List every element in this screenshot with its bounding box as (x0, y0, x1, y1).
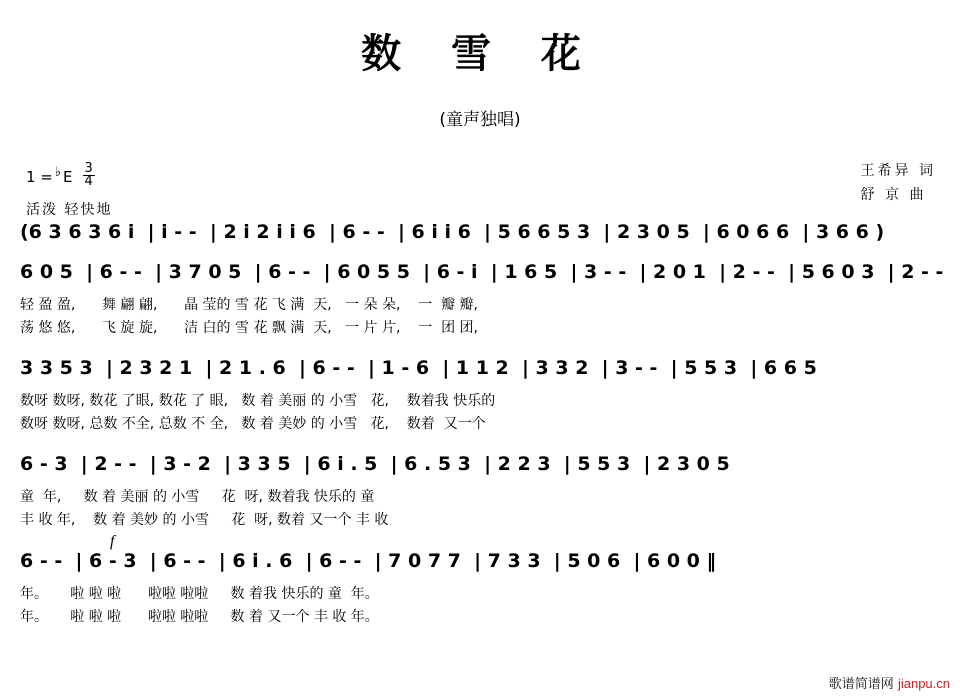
lyric-line-2: 荡 悠 悠, 飞 旋 旋, 洁 白的 雪 花 飘 满 天, 一 片 片, 一 团 团, (20, 320, 479, 337)
tempo-marking: 活泼 轻快地 (26, 201, 113, 218)
site-credit-url: jianpu.cn (897, 676, 950, 691)
music-system (0, 354, 960, 436)
key-letter: E (63, 167, 73, 186)
key-signature (26, 161, 112, 190)
lyrics-block (20, 390, 946, 436)
notation-line: (6 3 6 3 6 i | i - - | 2 i 2 i i 6 | 6 - - | 6 i i 6 | 5 6 6 5 3 | 2 3 0 5 | 6 0 6 6 | 3 6 6 ) (20, 221, 885, 243)
notation-line: 6 - 3 | 2 - - | 3 - 2 | 3 3 5 | 6 i . 5 | 6 . 5 3 | 2 2 3 | 5 5 3 | 2 3 0 5 (20, 453, 730, 476)
lyric-line-1: 童 年, 数 着 美丽 的 小雪 花 呀, 数着我 快乐的 童 (20, 489, 375, 506)
lyricist-credit: 王希异 词 (860, 163, 936, 179)
time-denominator: 4 (84, 174, 93, 190)
notation-line: 6 0 5 | 6 - - | 3 7 0 5 | 6 - - | 6 0 5 5 | 6 - i | 1 6 5 | 3 - - | 2 0 1 | 2 - - | 5 6 0 3 | 2 - - (20, 261, 944, 283)
lyrics-block (20, 486, 946, 532)
notation-line: 6 - - | 6 - 3 | 6 - - | 6 i . 6 | 6 - - | 7 0 7 7 | 7 3 3 | 5 0 6 | 6 0 0 ‖ (20, 549, 717, 572)
flat-icon: ♭ (54, 165, 62, 181)
music-system (0, 218, 960, 252)
lyric-line-2: 丰 收 年, 数 着 美妙 的 小雪 花 呀, 数着 又一个 丰 收 (20, 512, 389, 529)
music-system (0, 258, 960, 340)
notation-line: 3 3 5 3 | 2 3 2 1 | 2 1 . 6 | 6 - - | 1 - 6 | 1 1 2 | 3 3 2 | 3 - - | 5 5 3 | 6 6 5 (20, 357, 817, 380)
lyric-line-2: 年。 啦 啦 啦 啦啦 啦啦 数 着 又一个 丰 收 年。 (20, 608, 379, 625)
lyric-line-2: 数呀 数呀, 总数 不全, 总数 不 全, 数 着 美妙 的 小雪 花, 数着 又一个 (20, 416, 486, 433)
composer-credit: 舒 京 曲 (860, 186, 927, 203)
page-title: 数 雪 花 (361, 31, 599, 77)
lyric-line-1: 轻 盈 盈, 舞 翩 翩, 晶 莹的 雪 花 飞 满 天, 一 朵 朵, 一 瓣 瓣, (20, 297, 479, 313)
score-metadata-left (26, 161, 113, 221)
sheet-music-page (0, 22, 960, 700)
score-metadata-right (861, 160, 936, 208)
music-system (0, 532, 960, 629)
site-credit-text: 歌谱简谱网 (828, 677, 894, 692)
lyric-line-1: 年。 啦 啦 啦 啦啦 啦啦 数 着我 快乐的 童 年。 (20, 585, 379, 602)
page-subtitle: (童声独唱) (439, 110, 521, 130)
lyric-line-1: 数呀 数呀, 数花 了眼, 数花 了 眼, 数 着 美丽 的 小雪 花, 数着我 快乐的 (20, 393, 496, 410)
lyrics-block (20, 294, 946, 340)
lyrics-block (20, 583, 946, 629)
dynamic-marking: f (110, 532, 115, 550)
time-signature (83, 163, 95, 189)
site-credit (829, 673, 950, 692)
music-system (0, 450, 960, 532)
time-numerator: 3 (84, 161, 93, 176)
key-label: 1 = (26, 167, 53, 186)
music-systems (0, 218, 960, 635)
